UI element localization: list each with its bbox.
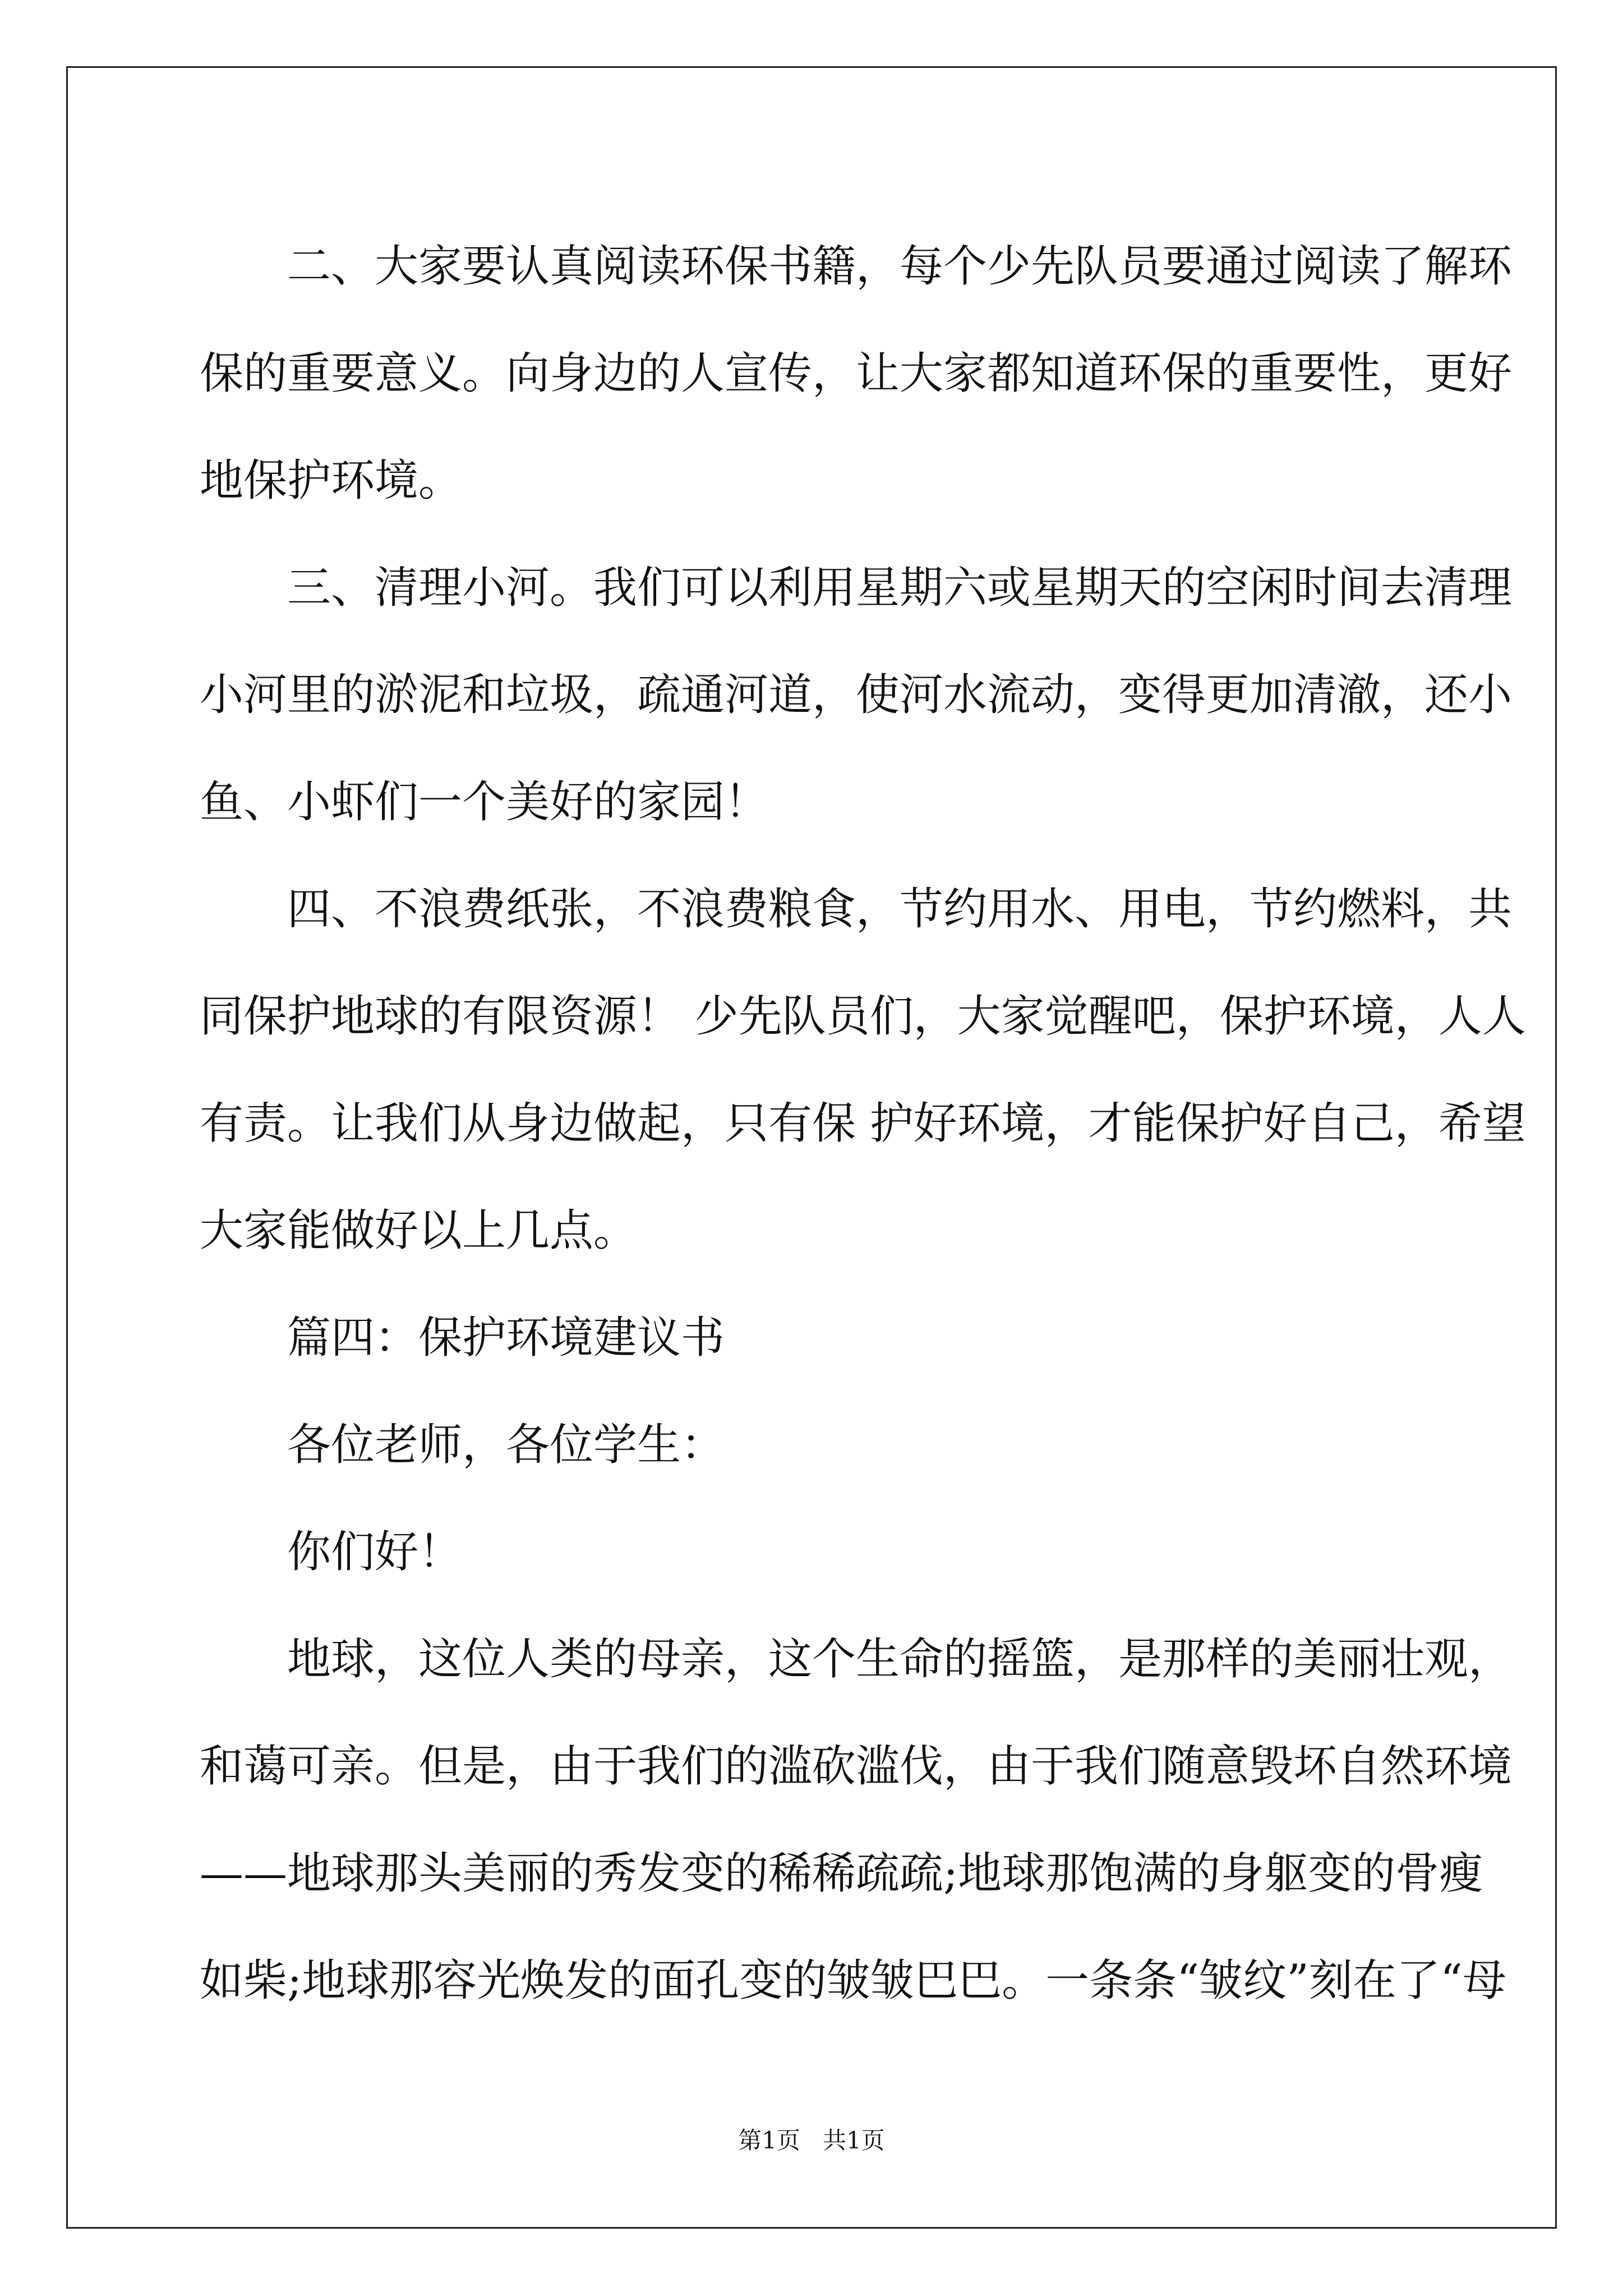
text-line: 地保护环境。 xyxy=(200,455,463,506)
salutation xyxy=(200,1392,1433,1499)
page-total: 共1页 xyxy=(823,2127,885,2154)
text-line: 各位老师，各位学生： xyxy=(287,1420,725,1470)
text-line: 保的重要意义。向身边的人宣传，让大家都知道环保的重要性，更好 xyxy=(200,348,1513,399)
paragraph-3 xyxy=(200,856,1526,1285)
greeting xyxy=(200,1499,1433,1606)
text-line: 地球，这位人类的母亲，这个生命的摇篮，是那样的美丽壮观， xyxy=(287,1634,1513,1685)
page-footer xyxy=(0,2122,1623,2156)
text-line: 篇四：保护环境建议书 xyxy=(287,1313,725,1363)
text-line: 同保护地球的有限资源！ 少先队员们，大家觉醒吧，保护环境，人人 xyxy=(200,991,1526,1042)
paragraph-2 xyxy=(200,535,1513,856)
text-line: 你们好！ xyxy=(287,1527,463,1577)
text-line: 三、清理小河。我们可以利用星期六或星期天的空闲时间去清理 xyxy=(287,563,1513,613)
text-line: 和蔼可亲。但是，由于我们的滥砍滥伐，由于我们随意毁坏自然环境 xyxy=(200,1741,1513,1792)
text-line: 二、大家要认真阅读环保书籍，每个少先队员要通过阅读了解环 xyxy=(287,241,1513,292)
text-line: 如柴;地球那容光焕发的面孔变的皱皱巴巴。一条条“皱纹”刻在了“母 xyxy=(200,1955,1506,2006)
paragraph-1 xyxy=(200,213,1513,535)
section-heading xyxy=(200,1285,1433,1392)
paragraph-7 xyxy=(200,1606,1513,2035)
text-line: 四、不浪费纸张，不浪费粮食，节约用水、用电，节约燃料，共 xyxy=(287,884,1513,935)
document-body xyxy=(200,213,1526,2035)
text-line: 大家能做好以上几点。 xyxy=(200,1205,638,1256)
text-line: 鱼、小虾们一个美好的家园！ xyxy=(200,777,769,827)
text-line: 小河里的淤泥和垃圾，疏通河道，使河水流动，变得更加清澈，还小 xyxy=(200,670,1513,720)
page-number: 第1页 xyxy=(738,2127,800,2154)
text-line: ——地球那头美丽的秀发变的稀稀疏疏;地球那饱满的身躯变的骨瘦 xyxy=(200,1848,1483,1899)
text-line: 有责。让我们从身边做起，只有保 护好环境，才能保护好自己，希望 xyxy=(200,1098,1526,1149)
